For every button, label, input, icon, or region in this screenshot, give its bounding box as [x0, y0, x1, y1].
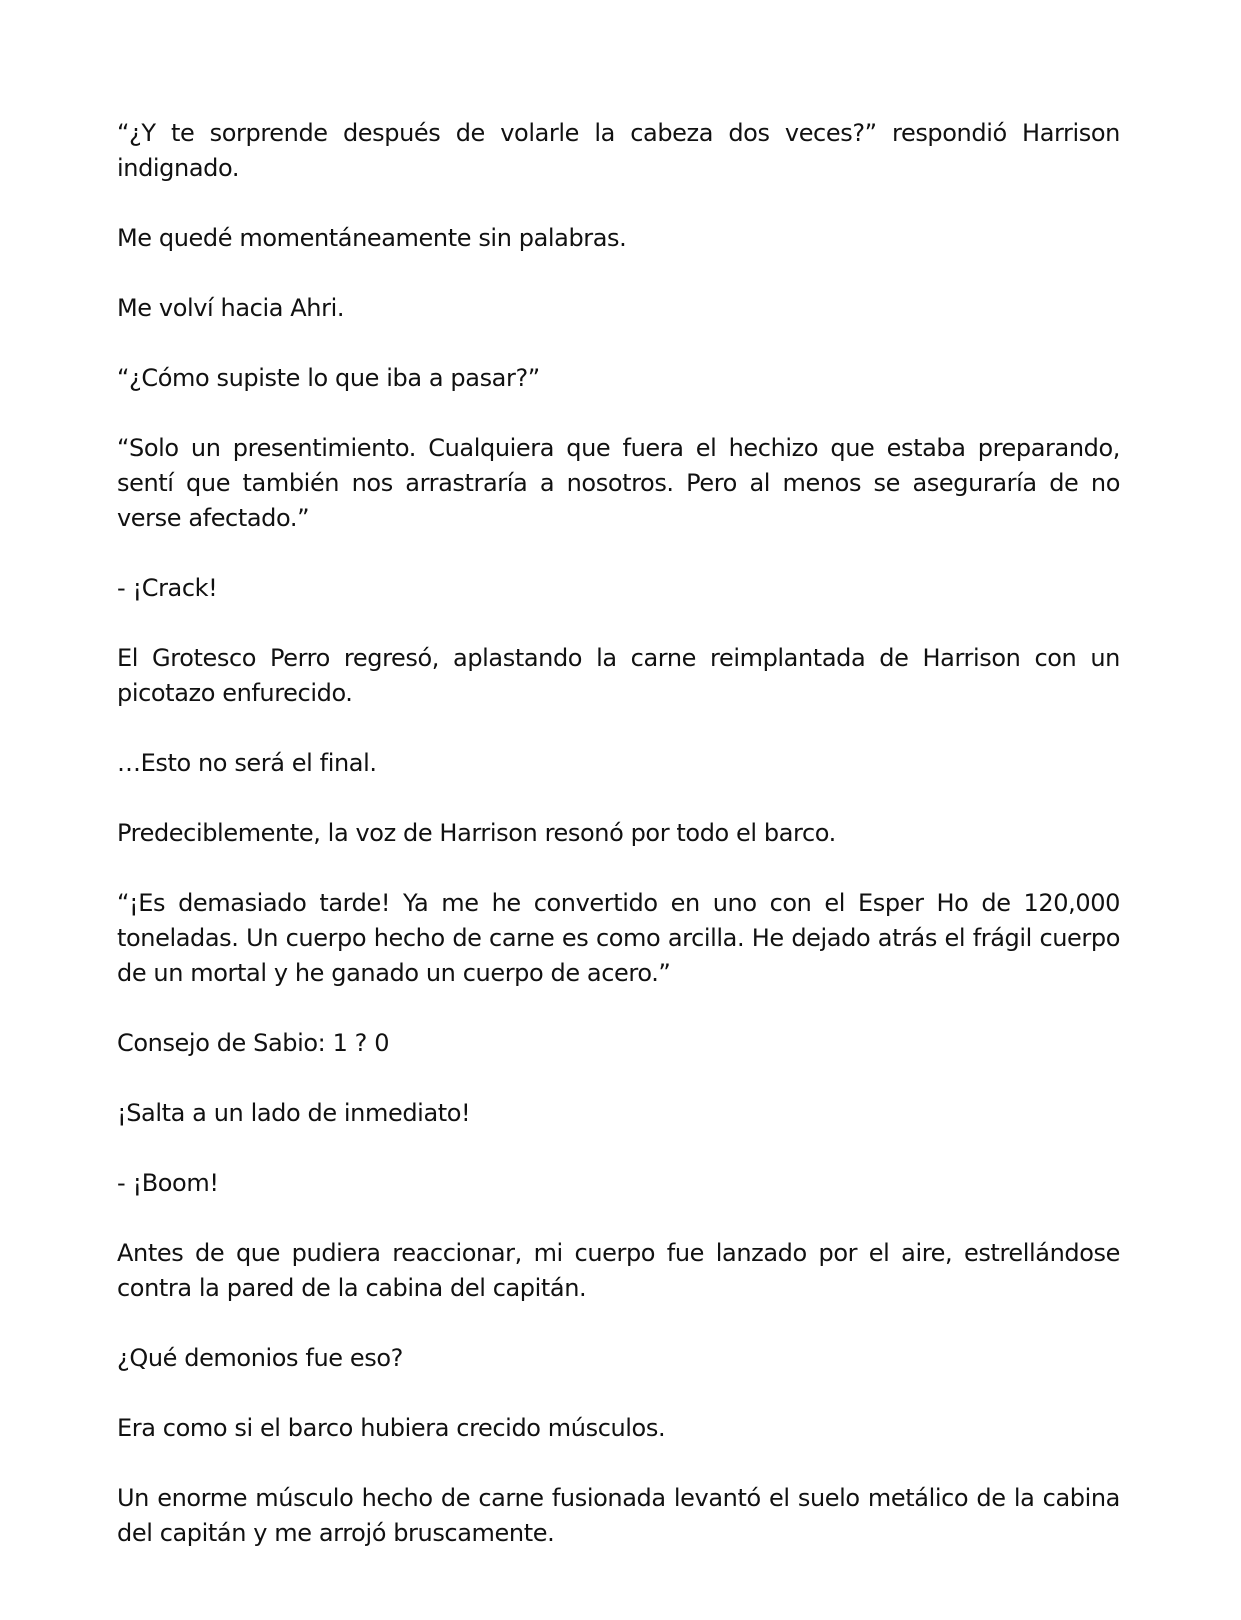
paragraph-5: “Solo un presentimiento. Cualquiera que fuera el hechizo que estaba preparando, sentí que también nos arrastraría a nosotros. Pero al menos se aseguraría de no verse afectado.” — [117, 434, 1120, 532]
paragraph-6: - ¡Crack! — [117, 574, 218, 602]
paragraph-13: - ¡Boom! — [117, 1169, 219, 1197]
paragraph-4: “¿Cómo supiste lo que iba a pasar?” — [117, 364, 540, 392]
paragraph-14: Antes de que pudiera reaccionar, mi cuerpo fue lanzado por el aire, estrellándose contra la pared de la cabina del capitán. — [117, 1239, 1120, 1302]
paragraph-15: ¿Qué demonios fue eso? — [117, 1344, 403, 1372]
paragraph-8: …Esto no será el final. — [117, 749, 377, 777]
paragraph-16: Era como si el barco hubiera crecido músculos. — [117, 1414, 666, 1442]
paragraph-17: Un enorme músculo hecho de carne fusionada levantó el suelo metálico de la cabina del capitán y me arrojó bruscamente. — [117, 1484, 1120, 1547]
paragraph-7: El Grotesco Perro regresó, aplastando la carne reimplantada de Harrison con un picotazo enfurecido. — [117, 644, 1120, 707]
paragraph-9: Predeciblemente, la voz de Harrison resonó por todo el barco. — [117, 819, 836, 847]
paragraph-11: Consejo de Sabio: 1 ? 0 — [117, 1029, 390, 1057]
paragraph-2: Me quedé momentáneamente sin palabras. — [117, 224, 627, 252]
paragraph-12: ¡Salta a un lado de inmediato! — [117, 1099, 471, 1127]
paragraph-10: “¡Es demasiado tarde! Ya me he convertido en uno con el Esper Ho de 120,000 toneladas. Un cuerpo hecho de carne es como arcilla. He dejado atrás el frágil cuerpo de un mortal y he ganado un cuerpo de acero.” — [117, 889, 1120, 987]
paragraph-1: “¿Y te sorprende después de volarle la cabeza dos veces?” respondió Harrison indignado. — [117, 119, 1120, 182]
document-body — [117, 116, 1120, 1551]
paragraph-3: Me volví hacia Ahri. — [117, 294, 345, 322]
